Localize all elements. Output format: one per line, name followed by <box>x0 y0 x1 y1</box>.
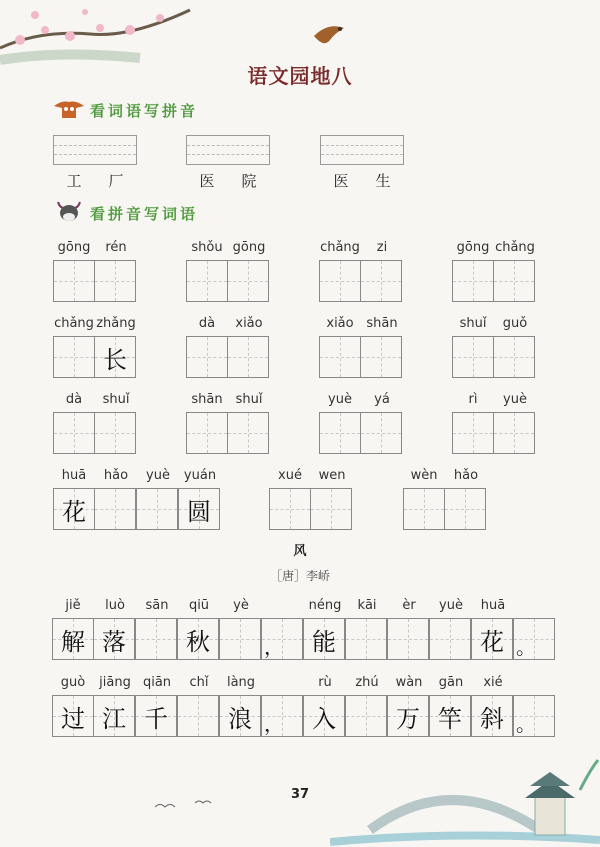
tianzige-cell[interactable] <box>493 260 535 302</box>
tianzige-cell[interactable] <box>52 618 94 660</box>
section-heading-write-words: 看拼音写词语 <box>90 205 199 223</box>
pinyin-label: chǎng <box>320 240 360 255</box>
tianzige-cell[interactable] <box>429 695 471 737</box>
grid-column <box>53 240 95 302</box>
grid-column <box>472 598 514 660</box>
cell-character: 浪 <box>228 704 252 733</box>
character-grid-group <box>53 392 137 454</box>
tianzige-cell[interactable] <box>319 336 361 378</box>
tianzige-cell[interactable] <box>513 695 555 737</box>
grid-column <box>388 598 430 660</box>
grid-column <box>95 240 137 302</box>
pinyin-label: wàn <box>395 675 423 690</box>
grid-column <box>136 598 178 660</box>
tianzige-cell[interactable] <box>493 336 535 378</box>
grid-column <box>319 240 361 302</box>
grid-column <box>452 316 494 378</box>
word-char: 厂 <box>108 172 124 190</box>
tianzige-cell[interactable] <box>387 618 429 660</box>
pinyin-label: gōng <box>232 240 266 255</box>
grid-column <box>95 316 137 378</box>
grid-column <box>430 598 472 660</box>
character-grid-group <box>186 316 270 378</box>
character-grid-group <box>52 598 556 660</box>
pinyin-label: wen <box>318 468 346 483</box>
tianzige-cell[interactable] <box>219 618 261 660</box>
cell-character: ， <box>264 711 284 736</box>
grid-column <box>346 675 388 737</box>
grid-column <box>220 675 262 737</box>
cell-character: 能 <box>312 627 336 656</box>
tianzige-cell[interactable] <box>227 412 269 454</box>
tianzige-cell[interactable] <box>471 695 513 737</box>
page-number: 37 <box>290 787 310 802</box>
grid-column <box>228 316 270 378</box>
grid-column <box>228 392 270 454</box>
pinyin-label: èr <box>402 598 416 613</box>
pinyin-label: làng <box>226 675 256 690</box>
grid-column <box>186 316 228 378</box>
tianzige-cell[interactable] <box>452 336 494 378</box>
poem-title: 风 <box>293 544 307 559</box>
pinyin-label: dà <box>198 316 216 331</box>
tianzige-cell[interactable] <box>186 260 228 302</box>
word-char: 工 <box>66 172 82 190</box>
pinyin-label: dà <box>65 392 83 407</box>
cell-character: 入 <box>312 704 336 733</box>
pinyin-label <box>514 675 556 695</box>
grid-column <box>53 468 95 530</box>
pinyin-label: chǐ <box>189 675 209 690</box>
ox-mascot-icon <box>54 98 84 120</box>
grid-column <box>136 675 178 737</box>
tianzige-cell[interactable] <box>360 260 402 302</box>
grid-column <box>403 468 445 530</box>
tianzige-cell[interactable] <box>227 260 269 302</box>
pinyin-label: kāi <box>357 598 377 613</box>
grid-column <box>319 316 361 378</box>
grid-column <box>388 675 430 737</box>
tianzige-cell[interactable] <box>269 488 311 530</box>
tianzige-cell[interactable] <box>177 695 219 737</box>
character-grid-group <box>269 468 353 530</box>
grid-column <box>178 675 220 737</box>
tianzige-cell[interactable] <box>403 488 445 530</box>
pinyin-label: zhú <box>355 675 379 690</box>
pinyin-label: yuè <box>503 392 527 407</box>
pinyin-label: gōng <box>57 240 91 255</box>
tianzige-cell[interactable] <box>303 618 345 660</box>
pinyin-label: luò <box>105 598 125 613</box>
pinyin-label: gōng <box>456 240 490 255</box>
grid-column <box>494 392 536 454</box>
grid-column <box>179 468 221 530</box>
character-grid-group <box>53 240 137 302</box>
pinyin-label: shān <box>366 316 398 331</box>
pinyin-label: qiū <box>188 598 210 613</box>
tianzige-cell[interactable] <box>360 336 402 378</box>
pinyin-label: zi <box>376 240 388 255</box>
tianzige-cell[interactable] <box>94 488 136 530</box>
word-char: 医 <box>199 172 215 190</box>
word-char: 医 <box>333 172 349 190</box>
grid-column <box>95 392 137 454</box>
tianzige-cell[interactable] <box>360 412 402 454</box>
character-grid-group <box>319 392 403 454</box>
grid-column <box>346 598 388 660</box>
pinyin-label: yá <box>374 392 390 407</box>
pinyin-label <box>262 675 304 695</box>
word-char: 生 <box>375 172 391 190</box>
pinyin-label: xué <box>278 468 302 483</box>
grid-column <box>311 468 353 530</box>
grid-column <box>445 468 487 530</box>
cell-character: 万 <box>396 704 420 733</box>
word-label <box>320 170 404 191</box>
tianzige-cell[interactable] <box>429 618 471 660</box>
pinyin-label: shǒu <box>191 240 223 255</box>
pinyin-label: yuán <box>183 468 217 483</box>
pinyin-label: shuǐ <box>235 392 263 407</box>
pinyin-label: huā <box>61 468 87 483</box>
tianzige-cell[interactable] <box>177 618 219 660</box>
tianzige-cell[interactable] <box>136 488 178 530</box>
pinyin-label: shān <box>191 392 223 407</box>
grid-column <box>53 316 95 378</box>
grid-column <box>52 598 94 660</box>
tianzige-cell[interactable] <box>261 695 303 737</box>
tianzige-cell[interactable] <box>53 336 95 378</box>
tianzige-cell[interactable] <box>53 488 95 530</box>
pinyin-label: yuè <box>146 468 170 483</box>
pinyin-label: yuè <box>439 598 463 613</box>
grid-column <box>304 675 346 737</box>
cell-character: 花 <box>480 627 504 656</box>
grid-column <box>95 468 137 530</box>
cell-character: 解 <box>61 627 85 656</box>
grid-column <box>269 468 311 530</box>
grid-column <box>52 675 94 737</box>
character-grid-group <box>319 240 403 302</box>
grid-column <box>452 240 494 302</box>
grid-column <box>361 316 403 378</box>
cell-character: 圆 <box>187 497 211 526</box>
tianzige-cell[interactable] <box>53 412 95 454</box>
grid-column <box>262 675 304 737</box>
cell-character: 江 <box>102 704 126 733</box>
pinyin-label: zhǎng <box>96 316 136 331</box>
tianzige-cell[interactable] <box>186 336 228 378</box>
pinyin-answer-box[interactable] <box>186 135 270 165</box>
pinyin-label: wèn <box>410 468 438 483</box>
bird-decoration <box>310 20 350 52</box>
cell-character: ， <box>264 634 284 659</box>
tianzige-cell[interactable] <box>52 695 94 737</box>
tianzige-cell[interactable] <box>53 260 95 302</box>
poem-author: ［唐］李峤 <box>269 569 330 583</box>
tianzige-cell[interactable] <box>319 412 361 454</box>
character-grid-group <box>319 316 403 378</box>
section-heading-write-pinyin: 看词语写拼音 <box>90 102 199 120</box>
grid-column <box>94 675 136 737</box>
grid-column <box>262 598 304 660</box>
tianzige-cell[interactable] <box>94 260 136 302</box>
cell-character: 斜 <box>480 704 504 733</box>
pinyin-label: xiǎo <box>326 316 354 331</box>
grid-column <box>137 468 179 530</box>
cell-character: 花 <box>62 497 86 526</box>
tianzige-cell[interactable] <box>261 618 303 660</box>
character-grid-group <box>186 392 270 454</box>
pinyin-label: néng <box>308 598 342 613</box>
pinyin-answer-box[interactable] <box>320 135 404 165</box>
cell-character: 。 <box>516 634 536 659</box>
tianzige-cell[interactable] <box>93 695 135 737</box>
tianzige-cell[interactable] <box>94 412 136 454</box>
pinyin-label: hǎo <box>453 468 479 483</box>
pinyin-label: qiān <box>142 675 172 690</box>
tianzige-cell[interactable] <box>219 695 261 737</box>
pinyin-label: chǎng <box>54 316 94 331</box>
tianzige-cell[interactable] <box>135 695 177 737</box>
pinyin-answer-box[interactable] <box>53 135 137 165</box>
pinyin-label: sān <box>145 598 169 613</box>
tianzige-cell[interactable] <box>310 488 352 530</box>
pinyin-label <box>262 598 304 618</box>
pinyin-label: gān <box>438 675 464 690</box>
grid-column <box>430 675 472 737</box>
page-title: 语文园地八 <box>247 64 353 88</box>
tianzige-cell[interactable] <box>227 336 269 378</box>
grid-column <box>514 598 556 660</box>
tianzige-cell[interactable] <box>387 695 429 737</box>
grid-column <box>94 598 136 660</box>
grid-column <box>494 316 536 378</box>
tianzige-cell[interactable] <box>471 618 513 660</box>
grid-column <box>304 598 346 660</box>
cell-character: 。 <box>516 711 536 736</box>
pinyin-label: yè <box>233 598 249 613</box>
pinyin-label: huā <box>480 598 506 613</box>
cell-character: 竿 <box>438 704 462 733</box>
tianzige-cell[interactable] <box>493 412 535 454</box>
grid-column <box>361 240 403 302</box>
grid-column <box>186 240 228 302</box>
cell-character: 落 <box>102 627 126 656</box>
pinyin-label: jiě <box>65 598 81 613</box>
character-grid-group <box>52 675 556 737</box>
cell-character: 长 <box>103 345 127 374</box>
tianzige-cell[interactable] <box>93 618 135 660</box>
word-label <box>186 170 270 191</box>
grid-column <box>178 598 220 660</box>
grid-column <box>220 598 262 660</box>
pinyin-label: jiāng <box>99 675 131 690</box>
tianzige-cell[interactable] <box>345 695 387 737</box>
tianzige-cell[interactable] <box>178 488 220 530</box>
tianzige-cell[interactable] <box>452 260 494 302</box>
cell-character: 千 <box>144 704 168 733</box>
character-grid-group <box>53 468 221 530</box>
character-grid-group <box>403 468 487 530</box>
grid-column <box>494 240 536 302</box>
pinyin-label: yuè <box>328 392 352 407</box>
pinyin-label: xiǎo <box>235 316 263 331</box>
tianzige-cell[interactable] <box>452 412 494 454</box>
tianzige-cell[interactable] <box>135 618 177 660</box>
tianzige-cell[interactable] <box>94 336 136 378</box>
tianzige-cell[interactable] <box>444 488 486 530</box>
pinyin-label: rén <box>105 240 127 255</box>
tianzige-cell[interactable] <box>345 618 387 660</box>
grid-column <box>319 392 361 454</box>
character-grid-group <box>186 240 270 302</box>
character-grid-group <box>452 316 536 378</box>
grid-column <box>452 392 494 454</box>
pinyin-label: xié <box>483 675 503 690</box>
pinyin-label: guǒ <box>502 316 528 331</box>
cell-character: 秋 <box>186 627 210 656</box>
pinyin-label: shuǐ <box>459 316 487 331</box>
pinyin-label: rì <box>468 392 478 407</box>
pinyin-label: rù <box>318 675 332 690</box>
character-grid-group <box>452 392 536 454</box>
pinyin-label: hǎo <box>103 468 129 483</box>
grid-column <box>361 392 403 454</box>
word-char: 院 <box>241 172 257 190</box>
pinyin-label <box>514 598 556 618</box>
grid-column <box>53 392 95 454</box>
tianzige-cell[interactable] <box>186 412 228 454</box>
cow-mascot-icon <box>54 200 84 222</box>
tianzige-cell[interactable] <box>303 695 345 737</box>
tianzige-cell[interactable] <box>513 618 555 660</box>
character-grid-group <box>452 240 536 302</box>
pinyin-label: shuǐ <box>102 392 130 407</box>
pinyin-label: chǎng <box>495 240 535 255</box>
word-label <box>53 170 137 191</box>
grid-column <box>472 675 514 737</box>
cell-character: 过 <box>61 704 85 733</box>
grid-column <box>228 240 270 302</box>
grid-column <box>186 392 228 454</box>
character-grid-group <box>53 316 137 378</box>
grid-column <box>514 675 556 737</box>
tianzige-cell[interactable] <box>319 260 361 302</box>
pinyin-label: guò <box>60 675 86 690</box>
